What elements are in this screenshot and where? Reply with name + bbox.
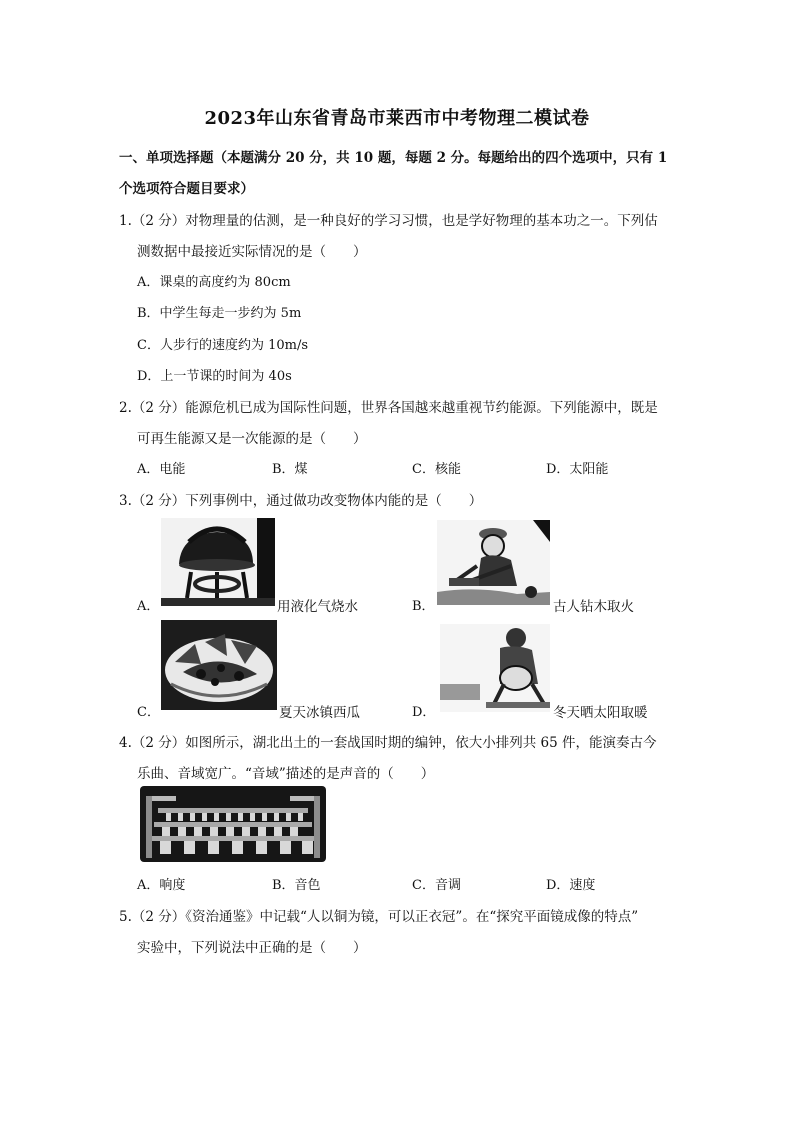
q3-option-a-letter: A． xyxy=(137,599,160,614)
q4-option-c: C．音调 xyxy=(412,878,461,893)
q5-stem-line2: 实验中，下列说法中正确的是（ ） xyxy=(137,940,367,956)
q3-option-b-letter: B． xyxy=(412,599,435,614)
q4-stem-line2: 乐曲、音域宽广。“音域”描述的是声音的（ ） xyxy=(137,766,435,782)
section-header-line1: 一、单项选择题（本题满分 20 分，共 10 题，每题 2 分。每题给出的四个选项中，只有 1 xyxy=(119,150,668,166)
q4-option-d: D．速度 xyxy=(546,878,596,893)
q2-option-d: D．太阳能 xyxy=(546,462,609,477)
q3-option-c-letter: C． xyxy=(137,705,160,720)
q4-image-chime-bells xyxy=(140,786,326,862)
q3-option-c-caption: 夏天冰镇西瓜 xyxy=(279,705,360,721)
q3-image-kettle xyxy=(161,518,275,606)
q3-option-b-caption: 古人钻木取火 xyxy=(553,599,634,615)
q3-image-drilling-wood xyxy=(437,520,550,605)
q3-image-basking-sun xyxy=(440,624,550,712)
q2-stem-line1: 2.（2 分）能源危机已成为国际性问题，世界各国越来越重视节约能源。下列能源中，既是 xyxy=(119,400,658,416)
q3-image-watermelon-ice xyxy=(161,620,277,710)
q1-option-c: C．人步行的速度约为 10m/s xyxy=(137,338,308,353)
q3-stem: 3.（2 分）下列事例中，通过做功改变物体内能的是（ ） xyxy=(119,493,483,509)
q3-option-a-caption: 用液化气烧水 xyxy=(277,599,358,615)
q4-option-b: B．音色 xyxy=(272,878,321,893)
q5-stem-line1: 5.（2 分）《资治通鉴》中记载“人以铜为镜，可以正衣冠”。在“探究平面镜成像的特点” xyxy=(119,909,639,925)
q1-option-d: D．上一节课的时间为 40s xyxy=(137,369,292,384)
q2-option-a: A．电能 xyxy=(137,462,186,477)
q3-option-d-caption: 冬天晒太阳取暖 xyxy=(553,705,648,721)
q1-stem-line1: 1.（2 分）对物理量的估测，是一种良好的学习习惯，也是学好物理的基本功之一。下列估 xyxy=(119,213,658,229)
q2-option-c: C．核能 xyxy=(412,462,461,477)
section-header-line2: 个选项符合题目要求） xyxy=(119,181,254,197)
q4-option-a: A．响度 xyxy=(137,878,186,893)
q2-option-b: B．煤 xyxy=(272,462,308,477)
q4-stem-line1: 4.（2 分）如图所示，湖北出土的一套战国时期的编钟，依大小排列共 65 件，能演奏古今 xyxy=(119,735,657,751)
page-title: 2023年山东省青岛市莱西市中考物理二模试卷 xyxy=(204,108,590,129)
q1-stem-line2: 测数据中最接近实际情况的是（ ） xyxy=(137,244,367,260)
q1-option-a: A．课桌的高度约为 80cm xyxy=(137,275,291,290)
q2-stem-line2: 可再生能源又是一次能源的是（ ） xyxy=(137,431,367,447)
q3-option-d-letter: D． xyxy=(412,705,436,720)
q1-option-b: B．中学生每走一步约为 5m xyxy=(137,306,302,321)
